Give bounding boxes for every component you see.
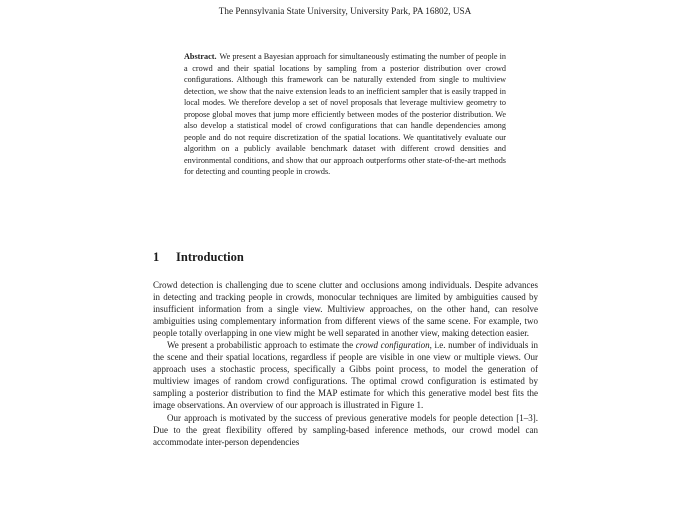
paragraph-3: Our approach is motivated by the success of previous generative models for people detection [1–3]. Due to the great flexibility offered by sampling-based inference methods, our crowd model can accommodate inter-person dependencies	[153, 412, 538, 447]
paragraph-2	[153, 339, 538, 411]
paragraph-2-end: , i.e. number of individuals in the scene and their spatial locations, regardless if people are visible in one view or multiple views. Our approach uses a stochastic process, specifically a Gibbs point process, to model the generation of multiview images of random crowd configurations. The optimal crowd configuration is estimated by sampling a posterior distribution to find the MAP estimate for which this generative model best fits the image observations. An overview of our approach is illustrated in Figure 1.	[153, 340, 538, 411]
section-title: Introduction	[176, 250, 244, 264]
affiliation: The Pennsylvania State University, University Park, PA 16802, USA	[218, 6, 472, 16]
abstract-text: We present a Bayesian approach for simultaneously estimating the number of people in a crowd and their spatial locations by sampling from a posterior distribution over crowd configurations. Although this framework can be naturally extended from single to multiview detection, we show that the naive extension leads to an inefficient sampler that is easily trapped in local modes. We therefore develop a set of novel proposals that leverage multiview geometry to propose global moves that jump more efficiently between modes of the posterior distribution. We also develop a statistical model of crowd configurations that can handle dependencies among people and do not require discretization of the spatial locations. We quantitatively evaluate our algorithm on a publicly available benchmark dataset with different crowd densities and environmental conditions, and show that our approach outperforms other state-of-the-art methods for detecting and counting people in crowds.	[184, 52, 506, 176]
section-heading	[153, 249, 244, 265]
abstract	[184, 51, 506, 178]
body-text	[153, 279, 538, 448]
paragraph-1: Crowd detection is challenging due to scene clutter and occlusions among individuals. Despite advances in detecting and tracking people in crowds, monocular techniques are limited by ambiguities caused by insufficient information from a single view. Multiview approaches, on the other hand, can resolve ambiguities using complementary information from different views of the same scene. For example, two people totally overlapping in one view might be well separated in another view, making detection easier.	[153, 280, 538, 339]
paragraph-2-start: We present a probabilistic approach to estimate the	[167, 340, 356, 351]
abstract-label: Abstract.	[184, 52, 217, 61]
section-number: 1	[153, 250, 160, 264]
paragraph-2-emphasis: crowd configuration	[355, 340, 430, 351]
